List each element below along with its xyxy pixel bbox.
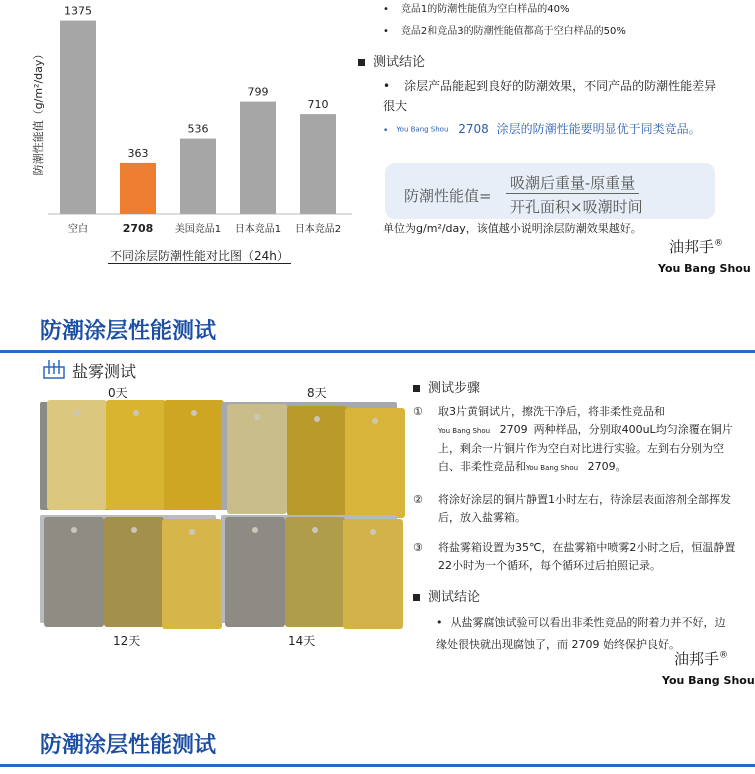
square-bullet-icon bbox=[358, 59, 365, 66]
category-label-4: 日本竞品2 bbox=[294, 224, 342, 235]
photo-day14 bbox=[221, 515, 397, 623]
formula-denominator: 开孔面积×吸潮时间 bbox=[510, 198, 643, 216]
category-label-1: 2708 bbox=[122, 222, 154, 235]
brand-logo-mid: 油邦手® bbox=[674, 650, 729, 668]
section-rule-1 bbox=[0, 350, 755, 353]
bar-4 bbox=[300, 114, 336, 214]
bar-0 bbox=[60, 21, 96, 214]
label-day8: 8天 bbox=[307, 386, 327, 400]
brand-logo-top: 油邦手® bbox=[669, 238, 724, 256]
value-label-1: 363 bbox=[127, 146, 149, 160]
steps-heading: 测试步骤 bbox=[413, 377, 480, 396]
bar-2 bbox=[180, 139, 216, 214]
moisture-bar-chart bbox=[0, 0, 360, 270]
category-label-3: 日本竞品1 bbox=[234, 224, 282, 235]
step3-num: ③ bbox=[413, 541, 423, 554]
step3-text: 将盐雾箱设置为35℃，在盐雾箱中喷雾2小时之后，恒温静置22小时为一个循环，每个循环过后拍照记录。 bbox=[438, 541, 736, 572]
photo-day0 bbox=[40, 402, 216, 510]
section-title-2: 防潮涂层性能测试 bbox=[40, 733, 217, 758]
value-label-2: 536 bbox=[187, 122, 209, 136]
square-bullet-icon bbox=[413, 594, 420, 601]
y-axis-label: 防潮性能值（g/m²/day） bbox=[32, 48, 45, 176]
section-title-1: 防潮涂层性能测试 bbox=[40, 319, 217, 344]
chart-caption: 不同涂层防潮性能对比图（24h） bbox=[110, 249, 289, 263]
label-day14: 14天 bbox=[288, 634, 316, 648]
label-day12: 12天 bbox=[113, 634, 141, 648]
conclusion-2: • You Bang Shou 2708 涂层的防潮性能要明显优于同类竞品。 bbox=[383, 122, 701, 136]
photo-day12 bbox=[40, 515, 216, 623]
formula-numerator: 吸潮后重量-原重量 bbox=[506, 172, 639, 194]
category-label-2: 美国竞品1 bbox=[174, 224, 222, 235]
bullet-1: • 竞品1的防潮性能值为空白样品的40% bbox=[383, 4, 570, 15]
value-label-3: 799 bbox=[247, 85, 269, 99]
step1-text: 取3片黄铜试片，擦洗干净后，将非柔性竞品和 You Bang Shou 2709 两种样品，分别取400uL均匀涂覆在铜片上，剩余一片铜片作为空白对比进行实验。左到右分别为空白、非柔性竞品和You Bang Shou 2709。 bbox=[438, 405, 733, 473]
formula-label: 防潮性能值= bbox=[404, 187, 492, 205]
square-bullet-icon bbox=[413, 385, 420, 392]
conclusion-1: • 涂层产品能起到良好的防潮效果，不同产品的防潮性能差异很大 bbox=[383, 79, 717, 113]
label-day0: 0天 bbox=[108, 386, 128, 400]
conclusion-1-text: • 从盐雾腐蚀试验可以看出非柔性竞品的附着力并不好，边缘处很快就出现腐蚀了，而 2709 始终保护良好。 bbox=[436, 616, 726, 651]
chart-icon bbox=[43, 359, 65, 383]
step2-text: 将涂好涂层的铜片静置1小时左右，待涂层表面溶剂全部挥发后，放入盐雾箱。 bbox=[438, 493, 731, 524]
conclusion-heading-1: 测试结论 bbox=[413, 586, 480, 605]
value-label-0: 1375 bbox=[64, 4, 92, 18]
bar-1 bbox=[120, 163, 156, 214]
subtitle-salt-spray: 盐雾测试 bbox=[72, 362, 137, 381]
step2-num: ② bbox=[413, 493, 423, 506]
unit-note: 单位为g/m²/day，该值越小说明涂层防潮效果越好。 bbox=[383, 222, 642, 235]
section-rule-2 bbox=[0, 764, 755, 767]
step1-num: ① bbox=[413, 405, 423, 418]
brand-logo-top-en: You Bang Shou bbox=[658, 262, 751, 275]
value-label-4: 710 bbox=[307, 98, 329, 112]
bar-3 bbox=[240, 102, 276, 214]
category-label-0: 空白 bbox=[68, 224, 88, 235]
brand-logo-mid-en: You Bang Shou bbox=[662, 674, 755, 687]
bullet-2: • 竞品2和竞品3的防潮性能值都高于空白样品的50% bbox=[383, 26, 626, 37]
photo-day8 bbox=[221, 402, 397, 510]
conclusion-heading-top: 测试结论 bbox=[358, 51, 425, 70]
